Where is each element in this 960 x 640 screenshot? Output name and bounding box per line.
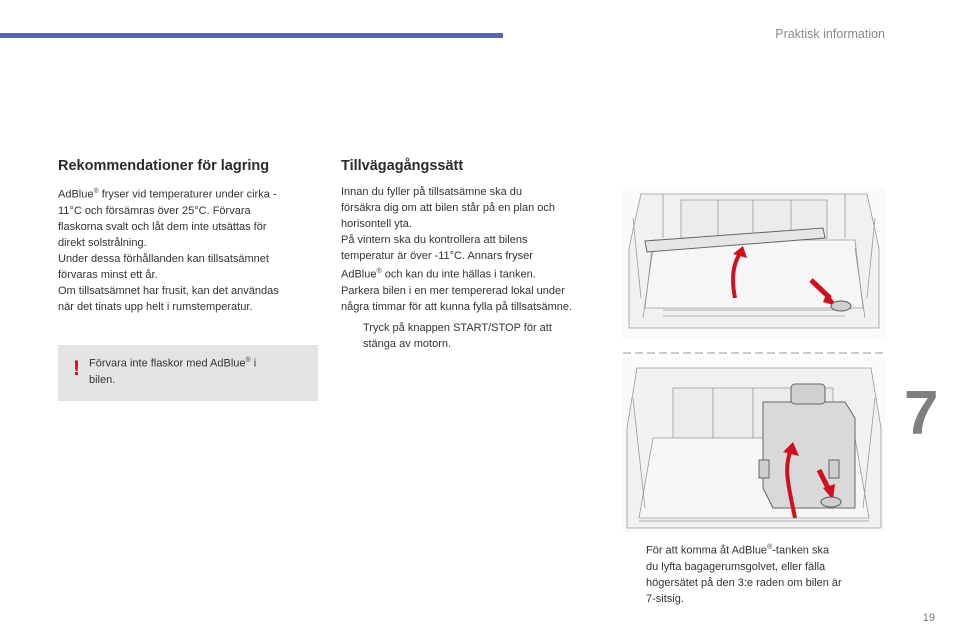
storage-heading: Rekommendationer för lagring — [58, 158, 270, 174]
text: Tryck på knappen START/STOP för att — [363, 322, 552, 334]
bullet-access-tank — [624, 540, 884, 606]
text: AdBlue — [341, 268, 377, 281]
text: bilen. — [89, 373, 116, 386]
text: 7-sitsig. — [646, 592, 684, 605]
text: högersätet på den 3:e raden om bilen är — [646, 576, 842, 589]
text: du lyfta bagagerumsgolvet, eller fälla — [646, 560, 826, 573]
text: och kan du inte hällas i tanken. — [381, 268, 536, 281]
registered-mark: ® — [93, 188, 99, 195]
storage-line: Om tillsatsämnet har frusit, kan det användas — [58, 284, 279, 297]
procedure-line — [341, 264, 611, 283]
storage-line: direkt solstrålning. — [58, 236, 147, 249]
adblue-cap-icon — [821, 497, 841, 507]
folded-seat — [763, 402, 855, 508]
bullet-text — [363, 320, 552, 352]
procedure-line: några timmar för att kunna fylla på tillsatsämne. — [341, 300, 573, 313]
procedure-line: På vintern ska du kontrollera att bilens — [341, 234, 528, 246]
storage-line: Under dessa förhållanden kan tillsatsämnet — [58, 252, 269, 265]
text: För att komma åt AdBlue — [646, 544, 768, 557]
text: -tanken ska — [772, 544, 830, 557]
adblue-cap-icon — [831, 301, 851, 311]
trunk-drawing — [623, 188, 885, 532]
registered-mark: ® — [245, 357, 251, 364]
text: stänga av motorn. — [363, 338, 452, 350]
text: AdBlue — [58, 188, 94, 201]
procedure-paragraph — [341, 184, 611, 315]
trunk-illustration — [623, 188, 885, 532]
procedure-line: försäkra dig om att bilen står på en plan och — [341, 202, 556, 214]
section-title: Praktisk information — [775, 27, 885, 41]
seat-latch — [759, 460, 769, 478]
storage-line: flaskorna svalt och låt dem inte utsättas för — [58, 220, 267, 233]
procedure-line: temperatur är över -11°C. Annars fryser — [341, 250, 533, 262]
warning-icon: ! — [73, 357, 80, 380]
page-number: 19 — [922, 612, 935, 624]
headrest — [791, 384, 825, 404]
procedure-line: Parkera bilen i en mer tempererad lokal under — [341, 284, 565, 297]
procedure-heading: Tillvägagångssätt — [341, 158, 464, 174]
seat-latch — [829, 460, 839, 478]
header-accent-bar — [0, 33, 503, 38]
text: fryser vid temperaturer under cirka - — [98, 188, 277, 201]
registered-mark: ® — [767, 544, 773, 551]
bullet-text — [646, 540, 842, 607]
storage-line: förvaras minst ett år. — [58, 268, 158, 281]
text: Förvara inte flaskor med AdBlue — [89, 357, 246, 370]
trunk-floor-raised-drawing — [623, 188, 885, 338]
storage-paragraph — [58, 184, 318, 315]
bullet-stop-engine — [341, 320, 611, 354]
registered-mark: ® — [376, 268, 382, 275]
chapter-number: 7 — [904, 379, 939, 448]
procedure-line: horisontell yta. — [341, 218, 412, 230]
storage-line: när det tinats upp helt i rumstemperatur. — [58, 300, 253, 313]
warning-box — [58, 345, 318, 401]
text: i — [250, 357, 257, 370]
warning-text — [89, 353, 301, 388]
storage-line: 11°C och försämras över 25°C. Förvara — [58, 204, 251, 217]
procedure-line: Innan du fyller på tillsatsämne ska du — [341, 186, 522, 198]
storage-line — [58, 184, 318, 203]
